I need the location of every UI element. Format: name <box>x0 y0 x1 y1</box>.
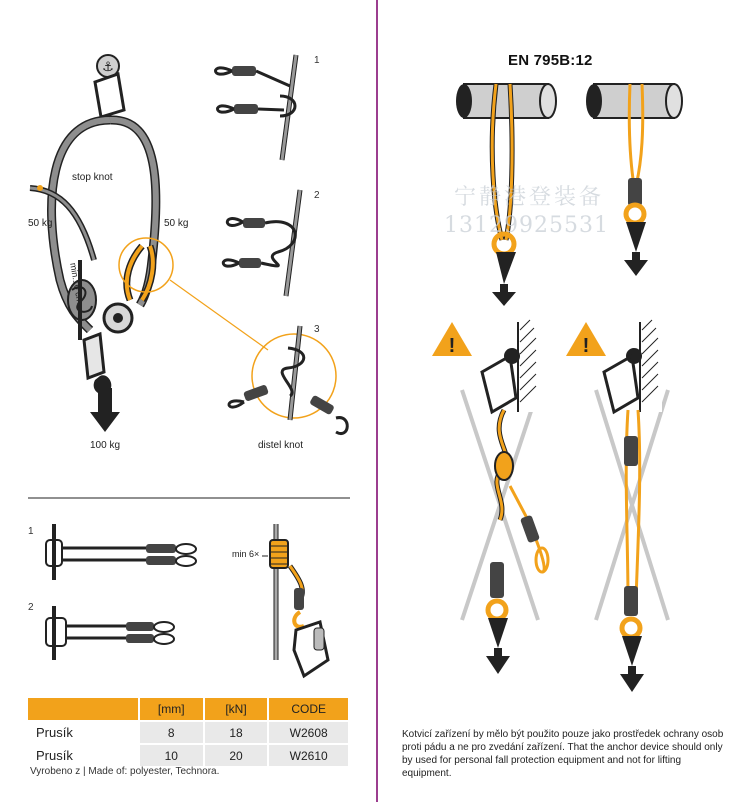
prusik-number-1: 1 <box>28 526 34 537</box>
carabiner-icon <box>482 356 516 412</box>
table-header-kn: [kN] <box>204 698 269 721</box>
warning-icon <box>566 322 606 357</box>
wrong-use-diagram-2 <box>596 320 668 692</box>
warning-icon <box>432 322 472 357</box>
svg-text:!: ! <box>448 335 456 357</box>
prusik-number-2: 2 <box>28 602 34 613</box>
watermark-text: 宁静港登装备 <box>454 185 605 210</box>
row-name: Prusík <box>28 721 139 744</box>
svg-text:⚓: ⚓ <box>102 59 114 74</box>
step-2-diagram <box>223 190 300 296</box>
wrong-use-diagram-1 <box>462 320 548 674</box>
pipe-icon <box>456 84 556 118</box>
row-code: W2610 <box>268 744 349 766</box>
material-text: Vyrobeno z | Made of: polyester, Technora. <box>30 766 220 777</box>
prusik-1-diagram <box>46 524 196 580</box>
row-code: W2608 <box>268 721 349 744</box>
row-mm: 10 <box>139 744 204 766</box>
table-header-mm: [mm] <box>139 698 204 721</box>
load-arrow-icon <box>486 648 510 674</box>
load-arrow-icon <box>90 388 120 432</box>
watermark-phone: 13129925531 <box>444 213 609 238</box>
step-3-diagram <box>229 326 347 434</box>
load-arrow-icon <box>492 284 516 306</box>
step-1-diagram <box>216 55 297 160</box>
step-number-3: 3 <box>314 324 320 335</box>
row-name: Prusík <box>28 744 139 766</box>
svg-text:!: ! <box>582 335 590 357</box>
right-illustrations <box>378 0 751 802</box>
carabiner-icon <box>604 356 638 412</box>
stop-knot-label: stop knot <box>72 172 113 183</box>
load-right-label: 50 kg <box>164 218 189 229</box>
row-kn: 20 <box>204 744 269 766</box>
carabiner-icon <box>95 74 124 117</box>
table-header-code: CODE <box>268 698 349 721</box>
row-mm: 8 <box>139 721 204 744</box>
row-kn: 18 <box>204 721 269 744</box>
step-number-2: 2 <box>314 190 320 201</box>
table-header-name <box>28 698 139 721</box>
warning-note: Kotvicí zařízení by mělo být použito pouze jako prostředek ochrany osob proti pádu a ne pro zvedání zařízení. That the anchor device should only by used for personal fall protection equipment and not for lifting equipment. <box>402 729 724 779</box>
table-row <box>28 721 349 744</box>
load-arrow-icon <box>624 252 648 276</box>
spec-table <box>28 698 350 766</box>
min-wraps-label: min 6× <box>232 549 260 559</box>
load-left-label: 50 kg <box>28 218 53 229</box>
pipe-icon <box>586 84 682 118</box>
step-number-1: 1 <box>314 55 320 66</box>
load-arrow-icon <box>620 666 644 692</box>
table-row <box>28 744 349 766</box>
min-length-label: min.10 cm <box>68 262 86 305</box>
prusik-2-diagram <box>46 606 174 660</box>
prusik-wrap-diagram <box>262 524 328 676</box>
distel-knot-label: distel knot <box>258 440 304 451</box>
page-title: EN 795B:12 <box>508 52 593 69</box>
stop-knot-dot <box>37 185 43 191</box>
table-header-row <box>28 698 349 721</box>
load-total-label: 100 kg <box>90 440 121 451</box>
right-panel <box>378 0 751 802</box>
